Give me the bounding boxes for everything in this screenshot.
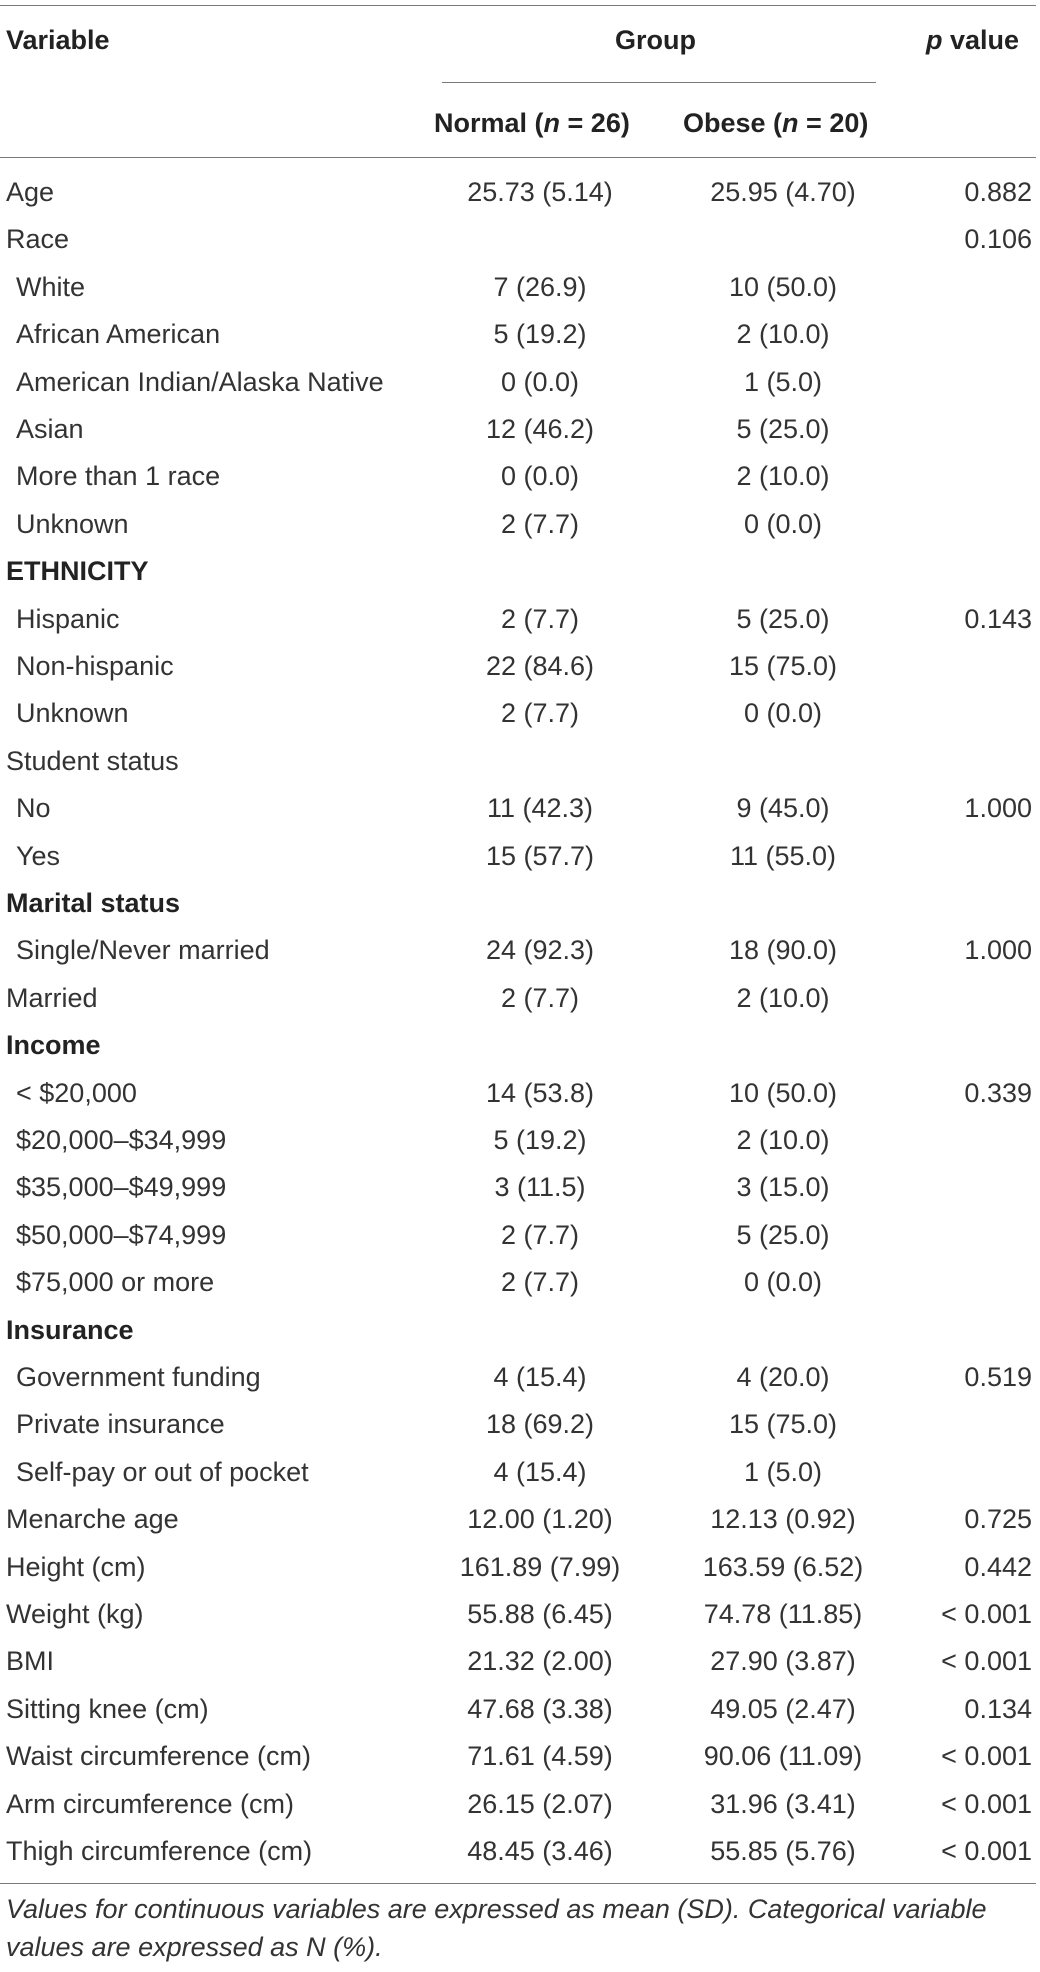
normal-value: 2 (7.7)	[500, 698, 580, 729]
footnote: Values for continuous variables are expressed as mean (SD). Categorical variable values are expressed as N (%).	[6, 1894, 987, 1962]
p-value: 1.000	[964, 793, 1032, 824]
obese-value: 55.85 (5.76)	[710, 1836, 856, 1866]
obese-value: 3 (15.0)	[736, 1172, 830, 1203]
normal-value: 7 (26.9)	[493, 271, 587, 302]
obese-value: 10 (50.0)	[728, 271, 838, 302]
header-group: Group	[615, 25, 696, 55]
header-rule	[0, 157, 1036, 158]
normal-value: 71.61 (4.59)	[467, 1741, 613, 1772]
row-label: < $20,000	[16, 1077, 137, 1108]
normal-value: 2 (7.7)	[500, 508, 580, 539]
normal-value: 11 (42.3)	[486, 793, 594, 824]
p-value: 1.000	[964, 935, 1032, 966]
p-value: < 0.001	[941, 1788, 1032, 1819]
obese-value: 4 (20.0)	[736, 1362, 830, 1392]
obese-value: 25.95 (4.70)	[710, 177, 856, 207]
normal-value: 5 (19.2)	[493, 1125, 587, 1155]
normal-value: 26.15 (2.07)	[467, 1788, 613, 1819]
normal-value: 0 (0.0)	[500, 366, 580, 397]
row-label: American Indian/Alaska Native	[16, 366, 384, 397]
p-value: 0.339	[964, 1077, 1032, 1108]
row-label: Private insurance	[16, 1409, 225, 1440]
row-label: Weight (kg)	[6, 1599, 144, 1629]
row-label: Waist circumference (cm)	[6, 1741, 312, 1772]
p-italic: p	[926, 25, 943, 55]
p-value: < 0.001	[941, 1646, 1032, 1677]
row-label: Non-hispanic	[16, 651, 174, 681]
normal-value: 3 (11.5)	[494, 1172, 586, 1203]
p-value: 0.106	[964, 224, 1032, 255]
obese-value: 11 (55.0)	[729, 840, 837, 871]
normal-value: 0 (0.0)	[500, 461, 580, 492]
normal-value: 25.73 (5.14)	[467, 177, 613, 207]
group-underline	[442, 82, 876, 83]
normal-value: 47.68 (3.38)	[467, 1693, 613, 1724]
row-label: More than 1 race	[16, 461, 221, 492]
row-label: Race	[6, 224, 70, 255]
row-label: $35,000–$49,999	[16, 1172, 227, 1203]
obese-value: 15 (75.0)	[728, 1409, 838, 1440]
normal-value: 48.45 (3.46)	[467, 1836, 613, 1866]
row-label: Student status	[6, 745, 179, 776]
row-label: $50,000–$74,999	[16, 1219, 227, 1250]
normal-value: 18 (69.2)	[485, 1409, 595, 1440]
obese-value: 27.90 (3.87)	[710, 1646, 856, 1677]
obese-value: 5 (25.0)	[736, 1219, 830, 1250]
header-p-value	[926, 24, 1019, 56]
normal-value: 161.89 (7.99)	[459, 1551, 621, 1582]
obese-value: 90.06 (11.09)	[703, 1741, 863, 1772]
obese-value: 2 (10.0)	[736, 1125, 830, 1155]
obese-value: 0 (0.0)	[743, 698, 823, 729]
row-label: ETHNICITY	[6, 556, 149, 587]
row-label: No	[16, 793, 51, 824]
row-label: Arm circumference (cm)	[6, 1788, 295, 1819]
row-label: Unknown	[16, 508, 129, 539]
obese-value: 2 (10.0)	[736, 982, 830, 1013]
row-label: Income	[6, 1030, 101, 1061]
obese-value: 0 (0.0)	[743, 508, 823, 539]
obese-value: 163.59 (6.52)	[702, 1551, 864, 1582]
p-value: < 0.001	[941, 1741, 1032, 1772]
row-label: Age	[6, 177, 55, 207]
normal-value: 2 (7.7)	[500, 603, 580, 634]
obese-value: 10 (50.0)	[728, 1077, 838, 1108]
normal-value: 4 (15.4)	[493, 1362, 587, 1392]
row-label: Government funding	[16, 1362, 261, 1392]
row-label: Self-pay or out of pocket	[16, 1456, 309, 1487]
row-label: Thigh circumference (cm)	[6, 1836, 313, 1866]
obese-value: 31.96 (3.41)	[710, 1788, 856, 1819]
row-label: Hispanic	[16, 603, 120, 634]
normal-value: 22 (84.6)	[485, 651, 595, 681]
obese-value: 15 (75.0)	[728, 651, 838, 681]
p-value: 0.143	[964, 603, 1032, 634]
normal-value: 2 (7.7)	[500, 982, 580, 1013]
obese-value: 0 (0.0)	[743, 1267, 823, 1298]
normal-value: 24 (92.3)	[485, 935, 595, 966]
p-value: < 0.001	[941, 1836, 1032, 1866]
p-value: 0.519	[964, 1362, 1032, 1392]
row-label: Insurance	[6, 1314, 134, 1345]
header-obese: Obese (n = 20)	[683, 108, 869, 138]
row-label: Asian	[16, 414, 84, 444]
normal-value: 5 (19.2)	[493, 319, 587, 350]
p-value: 0.725	[964, 1504, 1032, 1535]
row-label: Single/Never married	[16, 935, 270, 966]
p-value: 0.134	[964, 1693, 1032, 1724]
obese-value: 18 (90.0)	[728, 935, 838, 966]
normal-value: 2 (7.7)	[500, 1219, 580, 1250]
row-label: $20,000–$34,999	[16, 1125, 227, 1155]
p-rest: value	[942, 25, 1020, 55]
obese-value: 74.78 (11.85)	[703, 1599, 863, 1629]
header-normal: Normal (n = 26)	[434, 108, 630, 138]
p-value: 0.442	[964, 1551, 1032, 1582]
normal-value: 15 (57.7)	[485, 840, 595, 871]
normal-value: 4 (15.4)	[493, 1456, 587, 1487]
normal-value: 21.32 (2.00)	[467, 1646, 613, 1677]
normal-value: 12.00 (1.20)	[467, 1504, 613, 1535]
p-value: < 0.001	[941, 1599, 1032, 1629]
row-label: African American	[16, 319, 221, 350]
obese-value: 12.13 (0.92)	[710, 1504, 856, 1535]
obese-value: 9 (45.0)	[736, 793, 830, 824]
row-label: Height (cm)	[6, 1551, 146, 1582]
normal-value: 2 (7.7)	[500, 1267, 580, 1298]
row-label: Marital status	[6, 888, 181, 918]
obese-value: 5 (25.0)	[736, 603, 830, 634]
obese-value: 1 (5.0)	[743, 366, 823, 397]
row-label: Married	[6, 982, 98, 1013]
row-label: $75,000 or more	[16, 1267, 215, 1298]
row-label: Unknown	[16, 698, 129, 729]
row-label: Menarche age	[6, 1504, 179, 1535]
bottom-rule	[0, 1883, 1036, 1884]
obese-value: 1 (5.0)	[743, 1456, 823, 1487]
row-label: BMI	[6, 1646, 55, 1677]
normal-value: 55.88 (6.45)	[467, 1599, 613, 1629]
row-label: White	[16, 271, 86, 302]
row-label: Yes	[16, 840, 61, 871]
normal-value: 12 (46.2)	[485, 414, 595, 444]
obese-value: 5 (25.0)	[736, 414, 830, 444]
header-variable: Variable	[6, 25, 110, 55]
p-value: 0.882	[964, 177, 1032, 207]
normal-value: 14 (53.8)	[485, 1077, 595, 1108]
row-label: Sitting knee (cm)	[6, 1693, 209, 1724]
top-rule	[0, 5, 1036, 6]
obese-value: 2 (10.0)	[736, 461, 830, 492]
obese-value: 49.05 (2.47)	[710, 1693, 856, 1724]
obese-value: 2 (10.0)	[736, 319, 830, 350]
